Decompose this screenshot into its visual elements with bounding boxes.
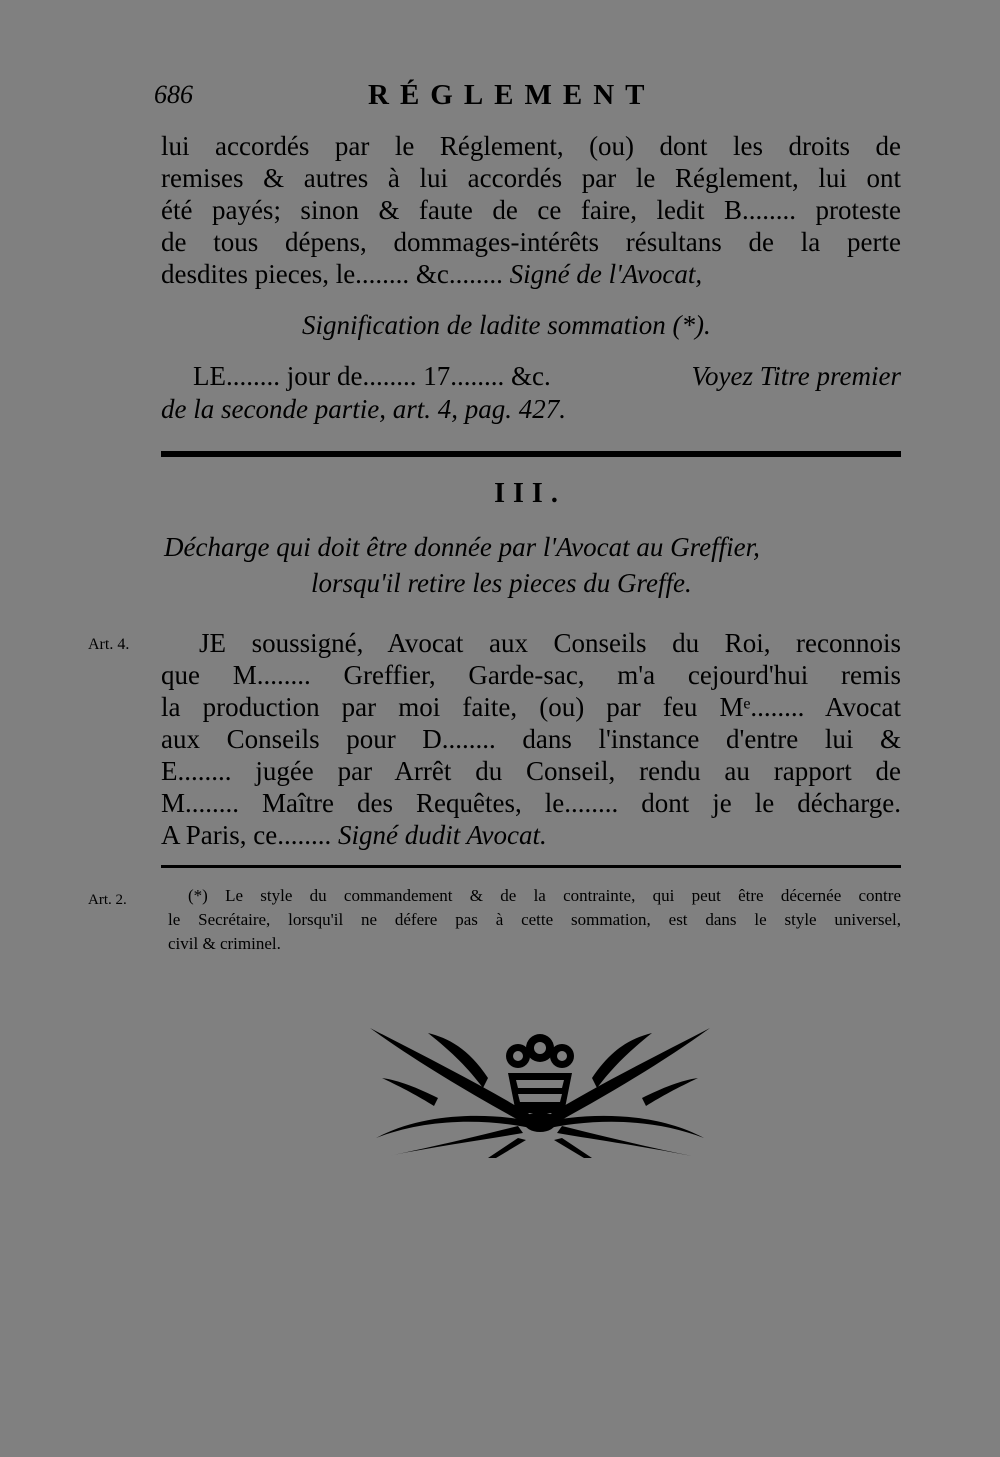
text: desdites pieces, le........ &c........ — [161, 259, 503, 289]
text-line: été payés; sinon & faute de ce faire, ledit B........ proteste — [161, 195, 901, 225]
footnote-line: civil & criminel. — [168, 934, 281, 953]
text-line: de tous dépens, dommages-intérêts résultans de la perte — [161, 227, 901, 257]
signature-note: Signé de l'Avocat, — [509, 259, 703, 289]
running-title: RÉGLEMENT — [368, 79, 656, 111]
subheading: Signification de ladite sommation (*). — [302, 310, 711, 340]
section-title: lorsqu'il retire les pieces du Greffe. — [311, 568, 692, 598]
text: LE........ jour de........ 17........ &c. — [193, 361, 551, 391]
text-line: remises & autres à lui accordés par le Réglement, lui ont — [161, 163, 901, 193]
text-line: JE soussigné, Avocat aux Conseils du Roi, reconnois — [199, 628, 901, 658]
floral-ornament-icon — [368, 1018, 712, 1158]
section-divider — [161, 451, 901, 457]
text-line: M........ Maître des Requêtes, le........ dont je le décharge. — [161, 788, 901, 818]
text-line: E........ jugée par Arrêt du Conseil, rendu au rapport de — [161, 756, 901, 786]
page-number: 686 — [154, 80, 193, 109]
section-number: III. — [494, 478, 566, 509]
text-line — [193, 360, 901, 392]
footnote-divider — [161, 865, 901, 868]
text-line: la production par moi faite, (ou) par feu Mᵉ........ Avocat — [161, 692, 901, 722]
section-title: Décharge qui doit être donnée par l'Avocat au Greffier, — [164, 532, 760, 562]
margin-reference: Art. 4. — [88, 636, 130, 653]
text-line — [161, 258, 901, 290]
text-line: lui accordés par le Réglement, (ou) dont les droits de — [161, 131, 901, 161]
cross-reference: de la seconde partie, art. 4, pag. 427. — [161, 394, 566, 424]
cross-reference: Voyez Titre premier — [691, 361, 901, 391]
margin-reference: Art. 2. — [88, 892, 127, 908]
footnote-line: le Secrétaire, lorsqu'il ne défere pas à cette sommation, est dans le style universel, — [168, 910, 901, 929]
footnote-line: (*) Le style du commandement & de la contrainte, qui peut être décernée contre — [188, 886, 901, 905]
text: A Paris, ce........ — [161, 820, 332, 850]
text-line — [161, 819, 901, 851]
text-line: aux Conseils pour D........ dans l'instance d'entre lui & — [161, 724, 901, 754]
text-line: que M........ Greffier, Garde-sac, m'a cejourd'hui remis — [161, 660, 901, 690]
signature-note: Signé dudit Avocat. — [337, 820, 547, 850]
